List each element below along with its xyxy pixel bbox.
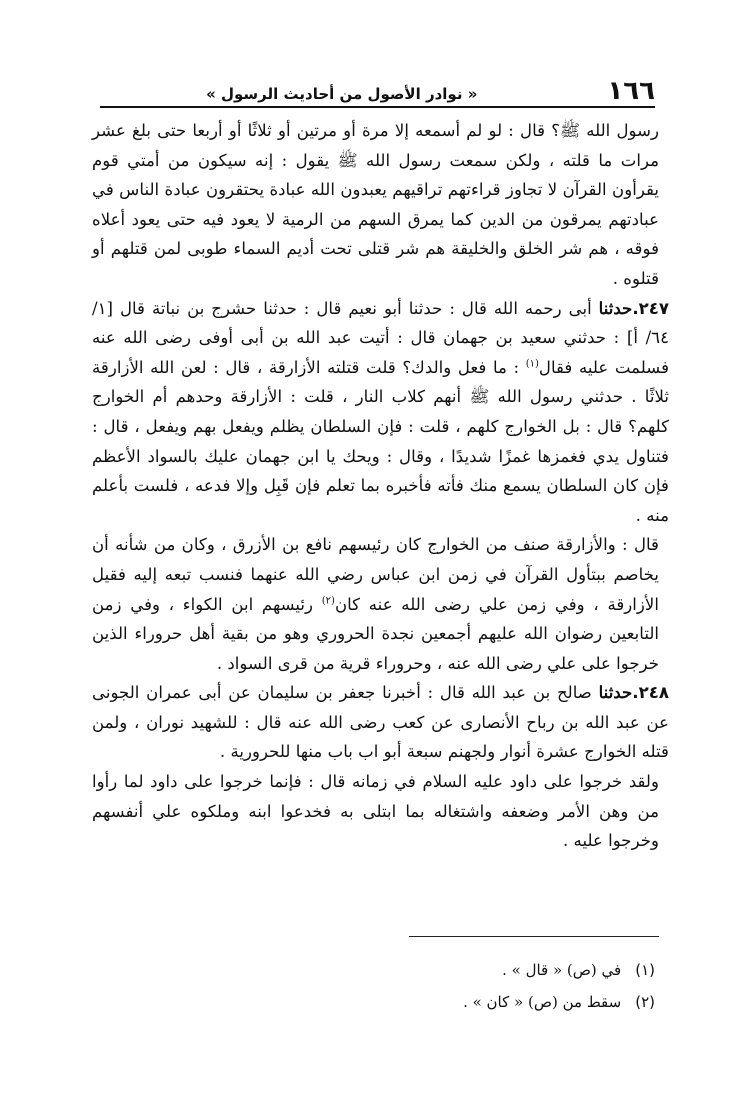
footnote-number: (١) xyxy=(635,961,655,979)
paragraph-text: رسول الله ﷺ؟ قال : لو لم أسمعه إلا مرة أو مرتين أو ثلاثًا أو أربعا حتى بلغ عشر مرات ما قلته ، ولكن سمعت رسول الله ﷺ يقول : إنه سيكون من أمتي قوم يقرأون القرآن لا تجاوز قراءتهم تراقيهم يعبدون الله عبادة يحتقرون عبادة الناس في عبادتهم يمرقون من الدين كما يمرق السهم من الرمية لا يعود فيه حتى يعود أعلاه فوقه ، هم شر الخلق والخليقة هم شر قتلى تحت أديم السماء طوبى لمن قتلهم أو قتلوه . xyxy=(92,121,659,288)
footnotes xyxy=(300,954,655,1018)
hadith-marker: حدثنا xyxy=(598,682,633,703)
paragraph-text: رئيسهم ابن الكواء ، وفي زمن التابعين رضوان الله عليهم أجمعين نجدة الحروري وهو من بقية أهل حروراء الذين خرجوا على علي رضى الله عنه ، وحروراء قرية من قرى السواد . xyxy=(92,594,659,673)
footnote xyxy=(300,954,655,986)
closing-paragraph xyxy=(92,767,659,856)
hadith-248 xyxy=(92,678,669,767)
paragraph-text: : ما فعل والدك؟ قلت قتلته الأزارقة ، قال : لعن الله الأزارقة ثلاثًا . حدثني رسول الله ﷺ أنهم كلاب النار ، قلت : الأزارقة وحدهم أم الخوارج كلهم؟ قال : بل الخوارج كلهم ، قلت : فإن السلطان يظلم ويفعل بهم ويفعل ، قال : فتناول يدي فغمزها غمزًا شديدًا ، وقال : ويحك يا ابن جهمان عليك بالسواد الأعظم فإن كان السلطان يسمع منك فأته فأخبره بما تعلم فإن قَبِل وإلا فدعه ، فلست بأعلم منه . xyxy=(92,357,669,525)
header-rule xyxy=(100,106,655,108)
footnote-text: سقط من (ص) « كان » . xyxy=(463,993,622,1011)
footnote-text: في (ص) « قال » . xyxy=(502,961,622,979)
footnote-rule xyxy=(409,936,659,937)
page-number: ١٦٦ xyxy=(607,76,655,106)
hadith-247 xyxy=(92,294,669,531)
paragraph-text: قال : والأزارقة صنف من الخوارج كان رئيسهم نافع بن الأزرق ، وكان من شأنه أن يخاصم ببتأول القرآن في زمن ابن عباس رضي الله عنهما فنسب تبعه إليه فقيل الأزارقة ، وفي زمن علي رضى الله عنه كان xyxy=(92,535,659,614)
footnote-ref[interactable]: (٢) xyxy=(321,594,335,606)
paragraph-text: ولقد خرجوا على داود عليه السلام في زمانه قال : فإنما خرجوا على داود لما رأوا من وهن الأمر وضعفه واشتغاله بما ابتلى به فخدعوا ابنه وملكوه علي أنفسهم وخرجوا عليه . xyxy=(92,772,659,851)
hadith-number: ٢٤٧. xyxy=(632,298,670,318)
main-text xyxy=(92,116,670,856)
paragraph-text: صالح بن عبد الله قال : أخبرنا جعفر بن سليمان عن أبى عمران الجونى عن عبد الله بن رباح الأنصارى عن كعب رضى الله عنه قال : للشهيد نوران ، ولمن قتله الخوارج عشرة أنوار ولجهنم سبعة أبو اب باب منها للحرورية . xyxy=(92,683,669,762)
commentary-paragraph xyxy=(92,530,659,678)
paragraph-continuation xyxy=(92,116,659,294)
footnote xyxy=(300,986,655,1018)
running-title: « نوادر الأصول من أحاديث الرسول » xyxy=(206,85,478,103)
hadith-number: ٢٤٨. xyxy=(632,683,669,703)
paragraph-text: أبى رحمه الله قال : حدثنا أبو نعيم قال : حدثنا حشرج بن نباتة قال [١/ ٦٤/ أ] : حدثني سعيد بن جهمان قال : أتيت عبد الله بن أبى أوفى رضى الله عنه فسلمت عليه فقال xyxy=(92,298,669,377)
page-header xyxy=(100,70,655,104)
footnote-ref[interactable]: (١) xyxy=(525,358,539,370)
hadith-marker: حدثنا xyxy=(598,297,633,318)
footnote-number: (٢) xyxy=(635,993,655,1011)
